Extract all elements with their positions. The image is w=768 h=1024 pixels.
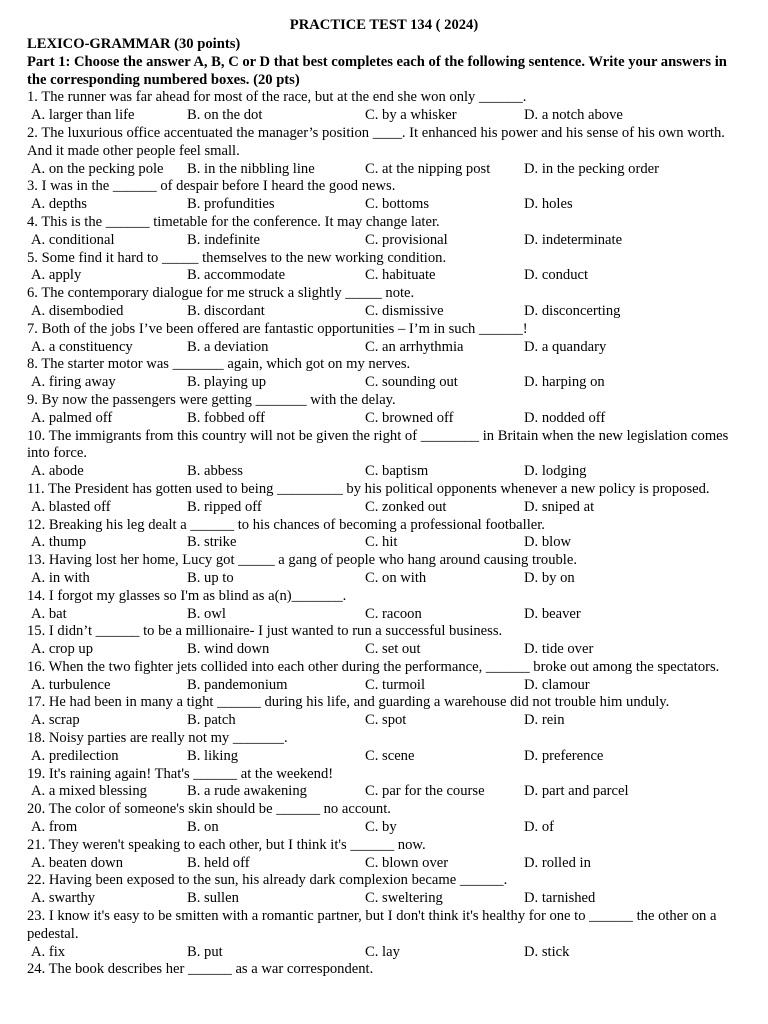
option-a: A. blasted off xyxy=(31,498,111,515)
option-c: C. baptism xyxy=(365,463,429,480)
option-d: D. beaver xyxy=(524,605,581,622)
question-item xyxy=(27,659,741,695)
option-a: A. beaten down xyxy=(31,854,123,871)
option-c: C. sweltering xyxy=(365,890,443,907)
option-a: A. apply xyxy=(31,267,82,284)
answer-options xyxy=(27,339,741,357)
question-item xyxy=(27,285,741,321)
option-d: D. clamour xyxy=(524,676,590,693)
answer-options xyxy=(27,570,741,588)
option-d: D. disconcerting xyxy=(524,302,621,319)
answer-options xyxy=(27,107,741,125)
section-heading: LEXICO-GRAMMAR (30 points) xyxy=(27,36,241,52)
option-d: D. a notch above xyxy=(524,107,623,124)
option-a: A. predilection xyxy=(31,747,119,764)
option-a: A. crop up xyxy=(31,641,94,658)
answer-options xyxy=(27,161,741,179)
question-text: 6. The contemporary dialogue for me struck a slightly _____ note. xyxy=(27,285,415,302)
question-item xyxy=(27,178,741,214)
option-b: B. wind down xyxy=(187,641,270,658)
option-c: C. blown over xyxy=(365,854,449,871)
option-d: D. part and parcel xyxy=(524,783,629,800)
option-b: B. on the dot xyxy=(187,107,263,124)
option-c: C. hit xyxy=(365,534,398,551)
option-a: A. depths xyxy=(31,196,87,213)
option-b: B. discordant xyxy=(187,302,265,319)
option-a: A. turbulence xyxy=(31,676,111,693)
question-list xyxy=(27,89,741,979)
question-text: 8. The starter motor was _______ again, which got on my nerves. xyxy=(27,356,411,373)
question-item xyxy=(27,481,741,517)
option-b: B. on xyxy=(187,819,219,836)
answer-options xyxy=(27,303,741,321)
question-item xyxy=(27,801,741,837)
option-c: C. provisional xyxy=(365,231,448,248)
answer-options xyxy=(27,410,741,428)
option-c: C. browned off xyxy=(365,409,454,426)
option-d: D. indeterminate xyxy=(524,231,623,248)
question-text: 17. He had been in many a tight ______ during his life, and guarding a warehouse did not trouble him unduly. xyxy=(27,694,670,711)
option-d: D. conduct xyxy=(524,267,589,284)
question-item xyxy=(27,552,741,588)
question-item xyxy=(27,89,741,125)
answer-options xyxy=(27,196,741,214)
question-text: 22. Having been exposed to the sun, his already dark complexion became ______. xyxy=(27,872,508,889)
question-text: 2. The luxurious office accentuated the manager’s position ____. It enhanced his power and his sense of his own worth. And it made other people feel small. xyxy=(27,124,725,159)
question-item xyxy=(27,623,741,659)
option-b: B. strike xyxy=(187,534,237,551)
option-c: C. turmoil xyxy=(365,676,425,693)
question-text: 20. The color of someone's skin should be ______ no account. xyxy=(27,801,391,818)
question-text: 7. Both of the jobs I’ve been offered are fantastic opportunities – I’m in such ______! xyxy=(27,320,528,337)
option-c: C. habituate xyxy=(365,267,436,284)
question-text: 9. By now the passengers were getting _______ with the delay. xyxy=(27,391,396,408)
question-text: 18. Noisy parties are really not my _______. xyxy=(27,730,288,747)
question-item xyxy=(27,961,741,979)
option-d: D. in the pecking order xyxy=(524,160,659,177)
option-b: B. a rude awakening xyxy=(187,783,307,800)
option-d: D. tarnished xyxy=(524,890,596,907)
question-text: 21. They weren't speaking to each other, but I think it's ______ now. xyxy=(27,836,426,853)
option-c: C. spot xyxy=(365,712,407,729)
option-c: C. by xyxy=(365,819,397,836)
option-c: C. at the nipping post xyxy=(365,160,491,177)
question-item xyxy=(27,766,741,802)
option-b: B. in the nibbling line xyxy=(187,160,315,177)
option-c: C. scene xyxy=(365,747,415,764)
answer-options xyxy=(27,712,741,730)
option-b: B. a deviation xyxy=(187,338,269,355)
answer-options xyxy=(27,374,741,392)
answer-options xyxy=(27,499,741,517)
option-b: B. ripped off xyxy=(187,498,262,515)
question-item xyxy=(27,125,741,178)
option-c: C. zonked out xyxy=(365,498,447,515)
option-a: A. a constituency xyxy=(31,338,133,355)
option-a: A. from xyxy=(31,819,78,836)
question-item xyxy=(27,356,741,392)
option-c: C. sounding out xyxy=(365,374,458,391)
question-text: 4. This is the ______ timetable for the conference. It may change later. xyxy=(27,213,440,230)
question-item xyxy=(27,694,741,730)
option-d: D. rein xyxy=(524,712,565,729)
option-a: A. firing away xyxy=(31,374,116,391)
option-b: B. playing up xyxy=(187,374,267,391)
option-d: D. lodging xyxy=(524,463,587,480)
option-c: C. set out xyxy=(365,641,421,658)
answer-options xyxy=(27,855,741,873)
option-a: A. bat xyxy=(31,605,67,622)
answer-options xyxy=(27,606,741,624)
option-d: D. of xyxy=(524,819,554,836)
option-d: D. sniped at xyxy=(524,498,595,515)
option-d: D. blow xyxy=(524,534,572,551)
option-b: B. put xyxy=(187,943,223,960)
option-b: B. owl xyxy=(187,605,226,622)
answer-options xyxy=(27,783,741,801)
question-item xyxy=(27,517,741,553)
question-text: 3. I was in the ______ of despair before I heard the good news. xyxy=(27,178,396,195)
question-item xyxy=(27,872,741,908)
option-b: B. abbess xyxy=(187,463,243,480)
option-b: B. accommodate xyxy=(187,267,286,284)
option-a: A. palmed off xyxy=(31,409,113,426)
option-c: C. an arrhythmia xyxy=(365,338,464,355)
option-d: D. tide over xyxy=(524,641,594,658)
question-text: 19. It's raining again! That's ______ at the weekend! xyxy=(27,765,334,782)
option-a: A. fix xyxy=(31,943,66,960)
question-text: 12. Breaking his leg dealt a ______ to his chances of becoming a professional footballer. xyxy=(27,516,545,533)
option-d: D. rolled in xyxy=(524,854,591,871)
option-c: C. bottoms xyxy=(365,196,430,213)
option-d: D. nodded off xyxy=(524,409,606,426)
answer-options xyxy=(27,232,741,250)
question-item xyxy=(27,214,741,250)
answer-options xyxy=(27,534,741,552)
option-a: A. thump xyxy=(31,534,87,551)
answer-options xyxy=(27,463,741,481)
question-text: 5. Some find it hard to _____ themselves to the new working condition. xyxy=(27,249,447,266)
option-a: A. on the pecking pole xyxy=(31,160,164,177)
question-item xyxy=(27,908,741,961)
option-b: B. fobbed off xyxy=(187,409,265,426)
question-item xyxy=(27,392,741,428)
option-a: A. a mixed blessing xyxy=(31,783,147,800)
question-item xyxy=(27,837,741,873)
question-item xyxy=(27,428,741,481)
option-d: D. holes xyxy=(524,196,573,213)
question-text: 11. The President has gotten used to being _________ by his political opponents whenever a new policy is proposed. xyxy=(27,480,710,497)
option-b: B. profundities xyxy=(187,196,275,213)
option-b: B. up to xyxy=(187,569,234,586)
option-a: A. disembodied xyxy=(31,302,124,319)
question-text: 24. The book describes her ______ as a war correspondent. xyxy=(27,961,374,978)
answer-options xyxy=(27,890,741,908)
option-a: A. swarthy xyxy=(31,890,96,907)
option-c: C. by a whisker xyxy=(365,107,457,124)
option-b: B. held off xyxy=(187,854,250,871)
option-b: B. indefinite xyxy=(187,231,260,248)
question-text: 13. Having lost her home, Lucy got _____ a gang of people who hang around causing trouble. xyxy=(27,552,577,569)
question-text: 23. I know it's easy to be smitten with a romantic partner, but I don't think it's healthy for one to ______ the other on a pedestal. xyxy=(27,908,717,942)
option-d: D. stick xyxy=(524,943,570,960)
question-item xyxy=(27,321,741,357)
option-b: B. liking xyxy=(187,747,239,764)
answer-options xyxy=(27,641,741,659)
question-text: 16. When the two fighter jets collided into each other during the performance, ______ broke out among the spectators. xyxy=(27,658,720,675)
option-a: A. in with xyxy=(31,569,90,586)
option-d: D. preference xyxy=(524,747,604,764)
question-text: 10. The immigrants from this country will not be given the right of ________ in Britain when the new legislation comes into force. xyxy=(27,427,729,462)
option-d: D. by on xyxy=(524,569,575,586)
option-d: D. harping on xyxy=(524,374,605,391)
option-b: B. sullen xyxy=(187,890,239,907)
option-c: C. on with xyxy=(365,569,427,586)
option-a: A. larger than life xyxy=(31,107,135,124)
question-text: 1. The runner was far ahead for most of the race, but at the end she won only ______. xyxy=(27,89,527,106)
answer-options xyxy=(27,944,741,962)
option-c: C. dismissive xyxy=(365,302,444,319)
question-item xyxy=(27,588,741,624)
option-c: C. lay xyxy=(365,943,400,960)
option-b: B. patch xyxy=(187,712,236,729)
option-d: D. a quandary xyxy=(524,338,607,355)
option-c: C. racoon xyxy=(365,605,422,622)
answer-options xyxy=(27,267,741,285)
question-item xyxy=(27,730,741,766)
answer-options xyxy=(27,677,741,695)
option-b: B. pandemonium xyxy=(187,676,288,693)
option-a: A. conditional xyxy=(31,231,115,248)
option-a: A. scrap xyxy=(31,712,80,729)
question-item xyxy=(27,250,741,286)
option-c: C. par for the course xyxy=(365,783,485,800)
page-title: PRACTICE TEST 134 ( 2024) xyxy=(289,17,479,33)
answer-options xyxy=(27,748,741,766)
question-text: 15. I didn’t ______ to be a millionaire- I just wanted to run a successful business. xyxy=(27,623,503,640)
part-instructions: Part 1: Choose the answer A, B, C or D that best completes each of the following sentence. Write your answers in the corresponding numbered boxes. (20 pts) xyxy=(27,53,727,88)
question-text: 14. I forgot my glasses so I'm as blind as a(n)_______. xyxy=(27,587,347,604)
option-a: A. abode xyxy=(31,463,84,480)
answer-options xyxy=(27,819,741,837)
